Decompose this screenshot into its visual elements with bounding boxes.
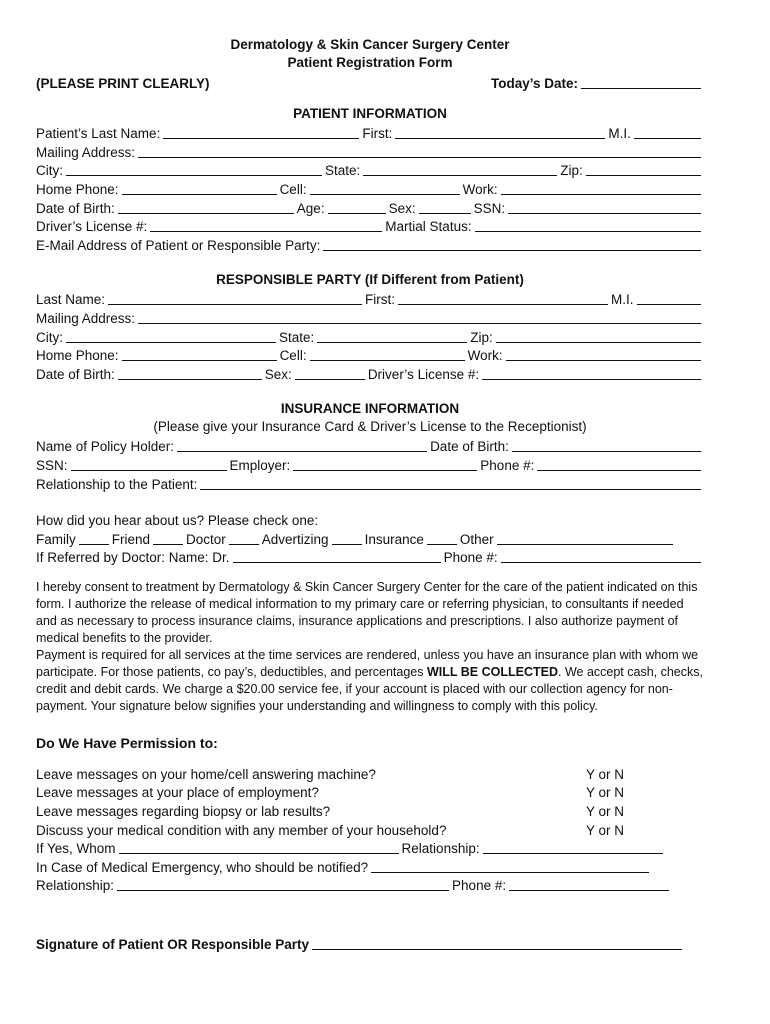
referral-doctor-label: Doctor [186,531,226,547]
permission-answer[interactable]: Y or N [585,766,624,782]
patient-name-row [36,123,704,142]
resp-dob-row [36,363,704,382]
insurance-note: (Please give your Insurance Card & Driver’s License to the Receptionist) [153,418,587,434]
patient-mailing-field[interactable] [138,145,701,158]
city-label: City: [36,163,63,179]
if-yes-whom-field[interactable] [119,841,399,854]
patient-phone-row [36,178,704,197]
patient-sex-field[interactable] [419,201,471,214]
patient-home-phone-field[interactable] [122,182,277,195]
license-label: Driver’s License #: [36,219,148,235]
referral-friend-check[interactable] [153,532,183,545]
resp-home-phone-field[interactable] [122,348,277,361]
ins-employer-field[interactable] [293,458,477,471]
insurance-heading: INSURANCE INFORMATION [280,400,460,416]
age-label: Age: [296,200,325,216]
resp-city-label: City: [36,329,63,345]
patient-zip-field[interactable] [586,163,701,176]
resp-city-field[interactable] [66,330,276,343]
resp-name-row [36,289,704,308]
referred-doctor-field[interactable] [233,550,441,563]
signature-label: Signature of Patient OR Responsible Party [36,937,310,953]
referral-other-field[interactable] [497,532,673,545]
permission-answer[interactable]: Y or N [585,804,624,820]
resp-last-name-field[interactable] [108,292,362,305]
resp-mi-label: M.I. [611,292,634,308]
form-title: Patient Registration Form [287,55,453,70]
holder-label: Name of Policy Holder: [36,439,175,455]
permission-item [36,819,704,838]
resp-cell-field[interactable] [310,348,465,361]
payment-text-a: Payment is required for all services at the time services are rendered, unless you have an insurance plan with whom we participate. For those patients, co pay’s, deductibles, and percentages [36,648,699,680]
referred-doctor-label: If Referred by Doctor: Name: Dr. [36,550,230,566]
ins-relationship-row [36,473,704,492]
responsible-heading: RESPONSIBLE PARTY (If Different from Patient) [216,271,524,287]
patient-mi-field[interactable] [634,126,701,139]
employer-label: Employer: [229,457,291,473]
patient-dob-field[interactable] [118,201,294,214]
ins-holder-row [36,436,704,455]
resp-mailing-row [36,307,704,326]
referral-advertizing-label: Advertizing [261,531,329,547]
print-clearly-row [36,72,704,91]
permission-question: Leave messages on your home/cell answering machine? [36,766,376,782]
resp-dob-field[interactable] [118,367,262,380]
resp-license-field[interactable] [482,367,701,380]
resp-license-label: Driver’s License #: [367,366,480,382]
emergency-relationship-row [36,875,704,894]
emergency-label: In Case of Medical Emergency, who should be notified? [36,859,369,875]
patient-work-field[interactable] [501,182,701,195]
ins-dob-field[interactable] [512,439,701,452]
patient-heading: PATIENT INFORMATION [293,105,447,121]
emergency-relationship-field[interactable] [117,878,449,891]
ins-ssn-row [36,454,704,473]
whom-relationship-field[interactable] [483,841,663,854]
state-label: State: [325,163,361,179]
ins-ssn-label: SSN: [36,457,68,473]
mailing-label: Mailing Address: [36,144,136,160]
referral-other-label: Other [459,531,494,547]
emergency-relationship-label: Relationship: [36,878,115,894]
dob-label: Date of Birth: [36,200,115,216]
permission-item [36,782,704,801]
signature-row [36,933,704,952]
referral-question: How did you hear about us? Please check one: [36,513,319,529]
resp-first-name-field[interactable] [398,292,608,305]
todays-date-label: Today’s Date: [490,75,578,91]
permission-item [36,763,704,782]
patient-email-field[interactable] [323,238,701,251]
if-yes-label: If Yes, Whom [36,841,116,857]
patient-dob-row [36,197,704,216]
ssn-label: SSN: [473,200,506,216]
signature-field[interactable] [312,937,682,950]
referral-options-row [36,528,704,547]
home-phone-label: Home Phone: [36,181,119,197]
patient-city-field[interactable] [66,163,322,176]
if-yes-row [36,838,704,857]
resp-first-label: First: [365,292,396,308]
permission-question: Leave messages regarding biopsy or lab results? [36,804,331,820]
referral-advertizing-check[interactable] [332,532,362,545]
permission-answer[interactable]: Y or N [585,822,624,838]
referral-insurance-label: Insurance [364,531,424,547]
permission-question: Discuss your medical condition with any member of your household? [36,822,447,838]
ins-relationship-field[interactable] [200,477,701,490]
resp-city-row [36,326,704,345]
patient-age-field[interactable] [328,201,386,214]
patient-mailing-row [36,141,704,160]
registration-form [36,36,704,952]
patient-last-name-field[interactable] [163,126,359,139]
resp-cell-label: Cell: [279,348,307,364]
patient-marital-field[interactable] [475,219,701,232]
mi-label: M.I. [608,126,631,142]
ins-ssn-field[interactable] [71,458,227,471]
payment-paragraph [36,647,704,715]
ins-relationship-label: Relationship to the Patient: [36,476,198,492]
permission-item [36,800,704,819]
referred-phone-label: Phone #: [443,550,498,566]
patient-state-field[interactable] [363,163,557,176]
referral-question-row [36,510,704,529]
zip-label: Zip: [560,163,583,179]
last-name-label: Patient’s Last Name: [36,126,161,142]
resp-mailing-label: Mailing Address: [36,310,136,326]
payment-text-b: . We accept cash, checks, credit and debit cards. We charge a $20.00 service fee, if your account is placed with our collection agency for non-payment. Your signature below signifies your understanding and willingness to comply with this policy. [36,665,703,714]
ins-phone-label: Phone #: [480,457,535,473]
emergency-phone-label: Phone #: [452,878,507,894]
patient-email-row [36,234,704,253]
referral-family-check[interactable] [79,532,109,545]
ins-holder-field[interactable] [177,439,427,452]
print-clearly-label: (PLEASE PRINT CLEARLY) [36,75,210,91]
first-name-label: First: [362,126,393,142]
permission-answer[interactable]: Y or N [585,785,624,801]
payment-text-bold: WILL BE COLLECTED [426,665,558,680]
resp-last-name-label: Last Name: [36,292,106,308]
patient-cell-field[interactable] [310,182,460,195]
permission-heading: Do We Have Permission to: [36,735,218,752]
ins-phone-field[interactable] [537,458,701,471]
emergency-row [36,856,704,875]
whom-relationship-label: Relationship: [401,841,480,857]
emergency-contact-field[interactable] [371,860,649,873]
referral-friend-label: Friend [111,531,151,547]
resp-state-label: State: [279,329,315,345]
resp-home-phone-label: Home Phone: [36,348,119,364]
resp-phone-row [36,345,704,364]
patient-first-name-field[interactable] [395,126,605,139]
resp-work-field[interactable] [506,348,701,361]
cell-label: Cell: [279,181,307,197]
referred-phone-field[interactable] [501,550,701,563]
consent-paragraph: I hereby consent to treatment by Dermatology & Skin Cancer Surgery Center for the care of the patient indicated on this form. I authorize the release of medical information to my primary care or referring physician, to consultants if needed and as necessary to process insurance claims, insurance applications and prescriptions. I also authorize payment of medical benefits to the provider. [36,580,698,646]
resp-state-field[interactable] [317,330,467,343]
referral-insurance-check[interactable] [427,532,457,545]
patient-license-row [36,216,704,235]
permission-question: Leave messages at your place of employment? [36,785,319,801]
referral-family-label: Family [36,531,76,547]
email-label: E-Mail Address of Patient or Responsible Party: [36,237,321,253]
resp-sex-field[interactable] [295,367,365,380]
work-label: Work: [462,181,498,197]
resp-zip-field[interactable] [496,330,701,343]
ins-dob-label: Date of Birth: [430,439,509,455]
patient-city-row [36,160,704,179]
todays-date-field[interactable] [581,76,701,89]
referral-doctor-check[interactable] [229,532,259,545]
referred-doctor-row [36,547,704,566]
resp-dob-label: Date of Birth: [36,366,115,382]
resp-mailing-field[interactable] [138,311,701,324]
marital-label: Martial Status: [385,219,472,235]
patient-license-field[interactable] [150,219,382,232]
resp-sex-label: Sex: [264,366,292,382]
resp-mi-field[interactable] [637,292,701,305]
resp-zip-label: Zip: [470,329,493,345]
patient-ssn-field[interactable] [508,201,701,214]
clinic-name: Dermatology & Skin Cancer Surgery Center [230,37,510,52]
sex-label: Sex: [388,200,416,216]
resp-work-label: Work: [467,348,503,364]
emergency-phone-field[interactable] [509,878,669,891]
